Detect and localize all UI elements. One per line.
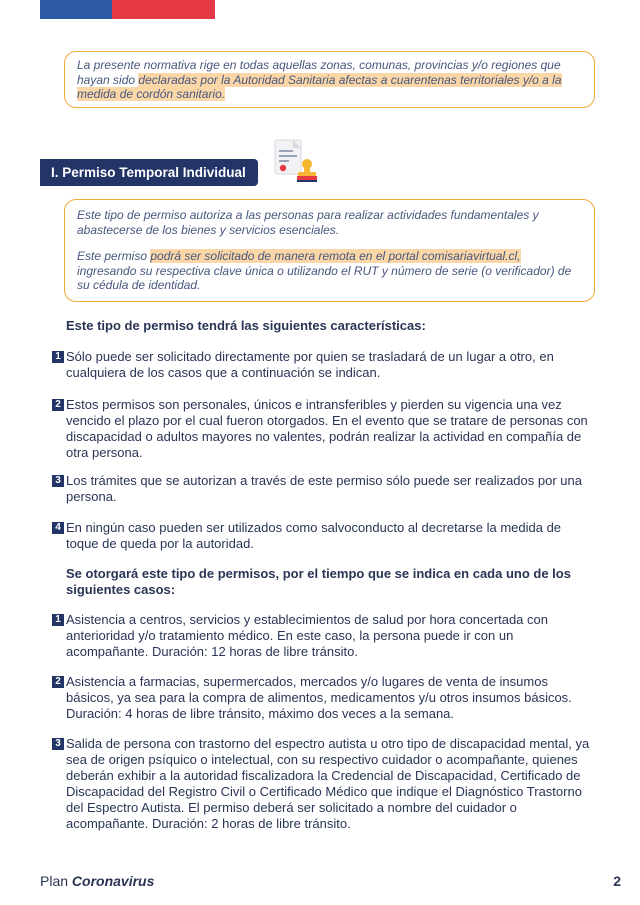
flag-strip [40,0,215,19]
number-badge: 2 [52,676,64,688]
section-title: I. Permiso Temporal Individual [40,159,258,186]
number-badge: 1 [52,351,64,363]
footer-brand [40,873,154,889]
notice-text: La presente normativa rige en todas aquellas zonas, comunas, provincias y/o regiones que hayan sido [77,58,561,87]
number-badge: 1 [52,614,64,626]
permit-info-highlight: podrá ser solicitado de manera remota en el portal comisariavirtual.cl, [150,249,521,263]
item-text: Estos permisos son personales, únicos e intransferibles y pierden su vigencia una vez vencido el plazo por el cual fueron otorgados. En el evento que se tratare de personas con discapacidad o adultos mayores no valentes, podrán realizar la actividad en compañía de otra persona. [66,397,588,460]
flag-red-band [112,0,215,19]
item-text: Los trámites que se autorizan a través de este permiso sólo puede ser realizados por una persona. [66,473,582,504]
permit-info-paragraph-1: Este tipo de permiso autoriza a las personas para realizar actividades fundamentales y abastecerse de los bienes y servicios esenciales. [77,208,539,237]
item-text: Sólo puede ser solicitado directamente por quien se trasladará de un lugar a otro, en cualquiera de los casos que a continuación se indican. [66,349,554,380]
number-badge: 3 [52,738,64,750]
permit-info-text: Este permiso [77,249,151,263]
item-text: En ningún caso pueden ser utilizados como salvoconducto al decretarse la medida de toque de queda por la autoridad. [66,520,562,551]
characteristic-item [52,349,597,381]
item-text: Asistencia a farmacias, supermercados, mercados y/o lugares de venta de insumos básicos, ya sea para la compra de alimentos, medicamentos y/u otros insumos básicos. Duración: 4 horas de libre tránsito, máximo dos veces a la semana. [66,674,572,721]
case-item [52,612,597,660]
item-text: Salida de persona con trastorno del espectro autista u otro tipo de discapacidad mental, ya sea de origen psíquico o intelectual, con su respectivo cuidador o acompañante, quienes deberán exhibir a la autoridad fiscalizadora la Credencial de Discapacidad, Certificado de Discapacidad del Registro Civil o Certificado Médico que indique el Diagnóstico Trastorno del Espectro Autista. El permiso deberá ser solicitado a nombre del cuidador o acompañante. Duración: 2 horas de libre tránsito. [66,736,590,831]
notice-callout [64,51,595,108]
item-text: Asistencia a centros, servicios y establecimientos de salud por hora concertada con anterioridad y/o tratamiento médico. En este caso, la persona puede ir con un acompañante. Duración: 12 horas de libre tránsito. [66,612,548,659]
number-badge: 2 [52,399,64,411]
flag-blue-band [40,0,112,19]
case-item [52,674,597,722]
permit-info-callout [64,199,595,302]
number-badge: 4 [52,522,64,534]
characteristic-item [52,473,597,505]
characteristic-item [52,520,597,552]
document-stamp-icon [273,138,321,186]
characteristic-item [52,397,597,461]
number-badge: 3 [52,475,64,487]
notice-highlight: declaradas por la Autoridad Sanitaria afectas a cuarentenas territoriales y/o a la medida de cordón sanitario. [77,72,562,101]
page-number: 2 [613,873,621,889]
footer-brand-plain: Plan [40,873,72,889]
case-item [52,736,597,832]
footer-brand-bold: Coronavirus [71,873,155,889]
permit-info-text: ingresando su respectiva clave única o utilizando el RUT y número de serie (o verificador) de su cédula de identidad. [77,263,572,292]
characteristics-heading: Este tipo de permiso tendrá las siguientes características: [66,318,426,333]
cases-heading: Se otorgará este tipo de permisos, por el tiempo que se indica en cada uno de los siguientes casos: [66,566,571,597]
permit-info-paragraph-2 [77,249,582,293]
